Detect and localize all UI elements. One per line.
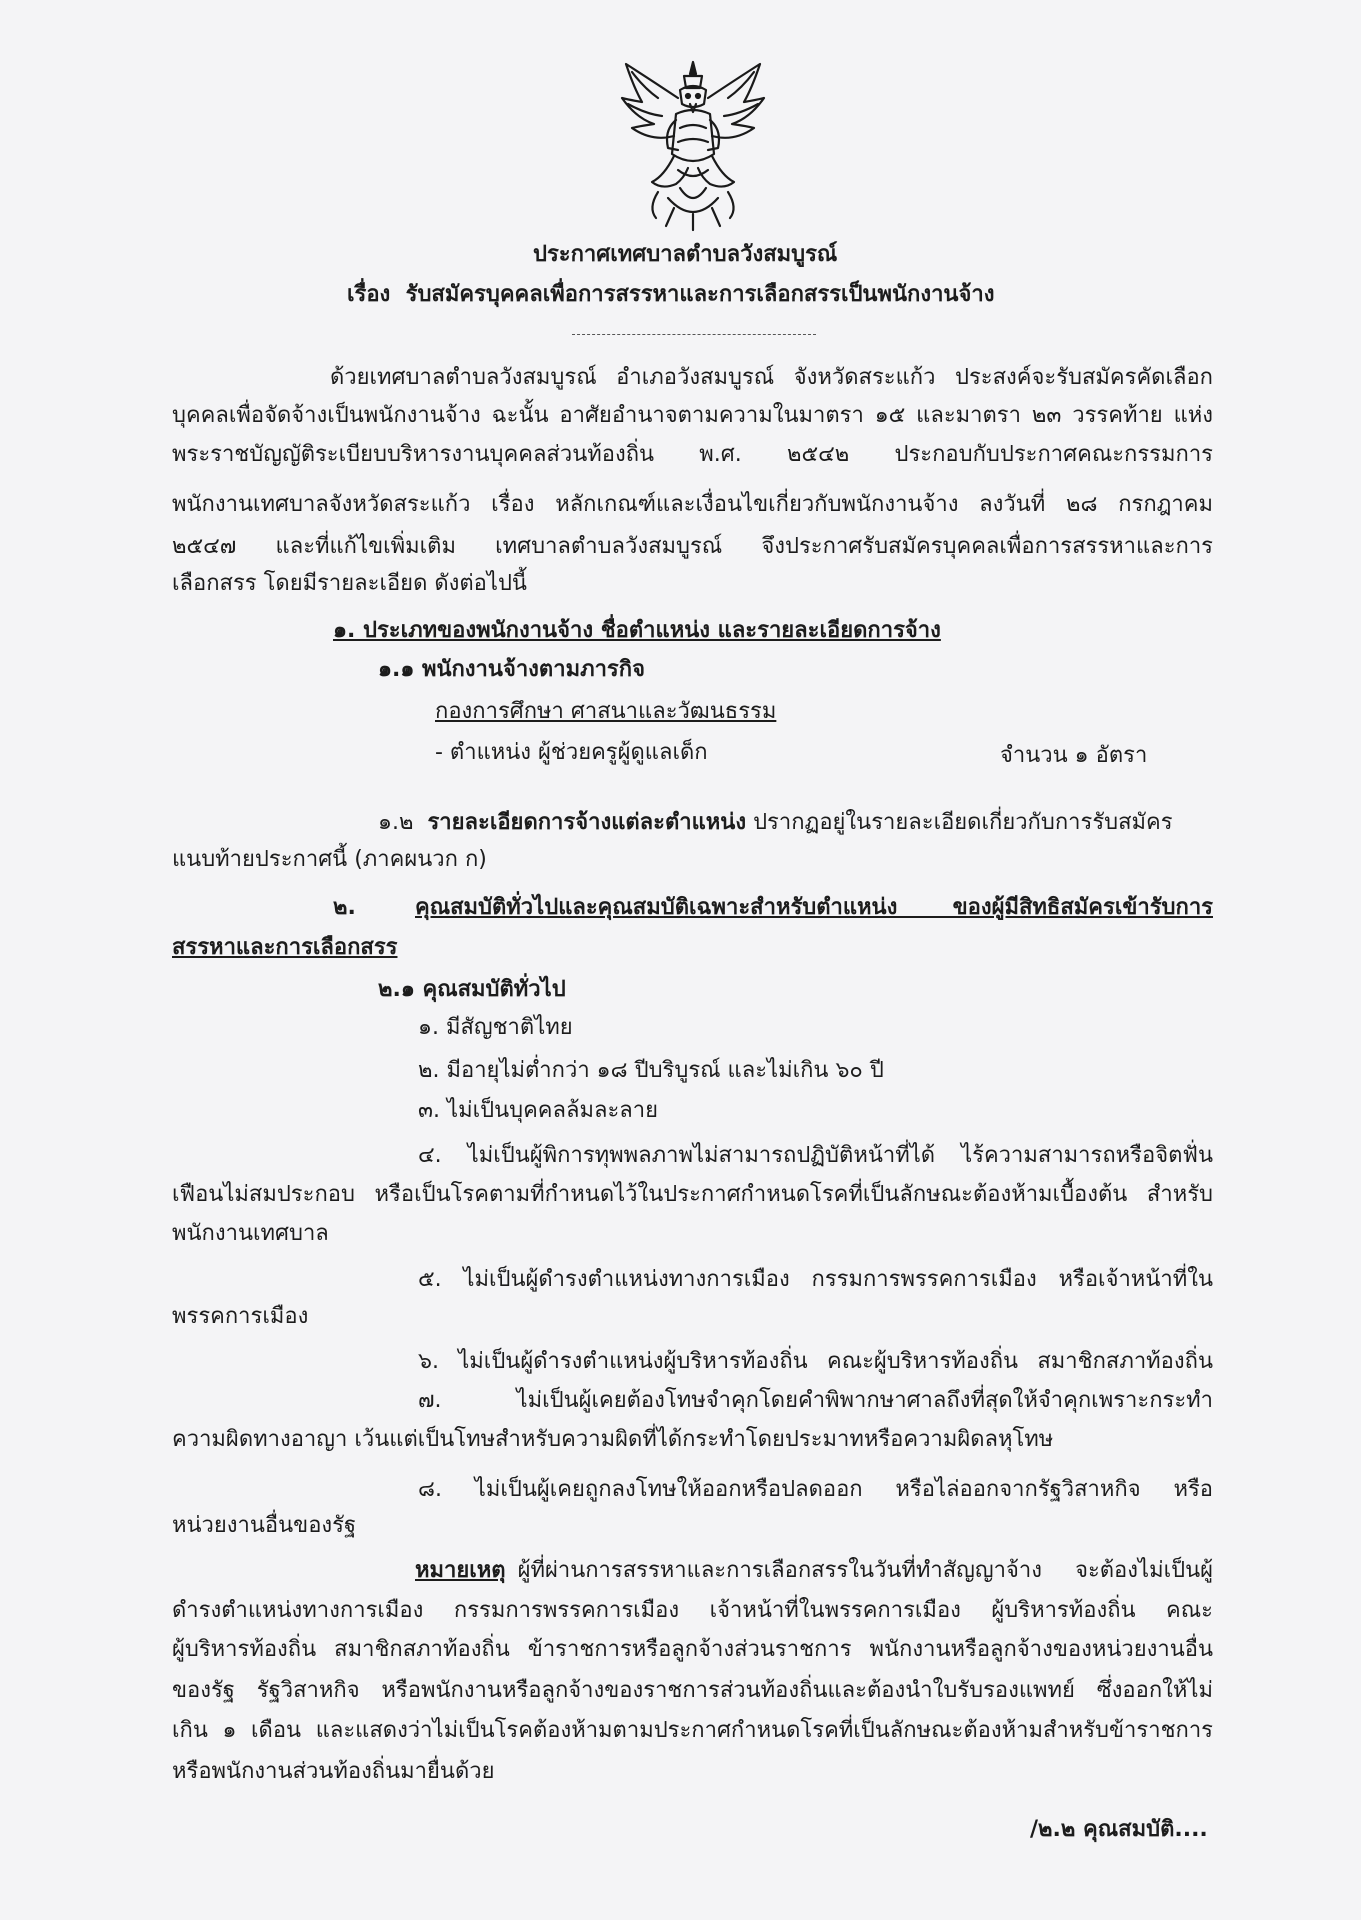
qualification-item-continued: เฟือนไม่สมประกอบ หรือเป็นโรคตามที่กำหนดไว้ในประกาศกำหนดโรคที่เป็นลักษณะต้องห้ามเบื้องต้น สำหรับ: [172, 1182, 1213, 1207]
section-2-heading-continued: สรรหาและการเลือกสรร: [172, 935, 398, 960]
qualification-item: ๘. ไม่เป็นผู้เคยถูกลงโทษให้ออกหรือปลดออก หรือไล่ออกจากรัฐวิสาหกิจ หรือ: [418, 1477, 1213, 1502]
qualification-item-continued: พนักงานเทศบาล: [172, 1221, 329, 1246]
intro-line: บุคคลเพื่อจัดจ้างเป็นพนักงานจ้าง ฉะนั้น อาศัยอำนาจตามความในมาตรา ๑๕ และมาตรา ๒๓ วรรคท้าย แห่ง: [172, 403, 1213, 428]
continuation-marker: /๒.๒ คุณสมบัติ....: [1030, 1817, 1208, 1842]
subject-label: เรื่อง: [347, 282, 391, 307]
qualification-item-continued: พรรคการเมือง: [172, 1304, 309, 1329]
position-count: จำนวน ๑ อัตรา: [1000, 743, 1148, 768]
intro-line: พนักงานเทศบาลจังหวัดสระแก้ว เรื่อง หลักเกณฑ์และเงื่อนไขเกี่ยวกับพนักงานจ้าง ลงวันที่ ๒๘ กรกฎาคม: [172, 492, 1213, 517]
note-line: ของรัฐ รัฐวิสาหกิจ หรือพนักงานหรือลูกจ้างของราชการส่วนท้องถิ่นและต้องนำใบรับรองแพทย์ ซึ่งออกให้ไม่: [172, 1678, 1213, 1703]
intro-line: ๒๕๔๗ และที่แก้ไขเพิ่มเติม เทศบาลตำบลวังสมบูรณ์ จึงประกาศรับสมัครบุคคลเพื่อการสรรหาและการ: [172, 534, 1213, 559]
section-2-number: ๒.: [333, 895, 356, 920]
qualification-item: ๔. ไม่เป็นผู้พิการทุพพลภาพไม่สามารถปฏิบัติหน้าที่ได้ ไร้ความสามารถหรือจิตฟั่น: [418, 1143, 1213, 1168]
section-1-heading: ๑. ประเภทของพนักงานจ้าง ชื่อตำแหน่ง และรายละเอียดการจ้าง: [333, 618, 941, 643]
section-2-heading: คุณสมบัติทั่วไปและคุณสมบัติเฉพาะสำหรับตำแหน่ง ของผู้มีสิทธิสมัครเข้ารับการ: [415, 895, 1213, 920]
garuda-emblem-icon: [618, 58, 768, 234]
note-line: หรือพนักงานส่วนท้องถิ่นมายื่นด้วย: [172, 1759, 495, 1784]
note-first-line: [415, 1556, 1213, 1586]
qualification-item: ๑. มีสัญชาติไทย: [418, 1015, 573, 1040]
section-1-2-title: รายละเอียดการจ้างแต่ละตำแหน่ง: [427, 810, 747, 835]
intro-line: พระราชบัญญัติระเบียบบริหารงานบุคคลส่วนท้องถิ่น พ.ศ. ๒๕๔๒ ประกอบกับประกาศคณะกรรมการ: [172, 442, 1213, 467]
announcement-title: ประกาศเทศบาลตำบลวังสมบูรณ์: [533, 242, 838, 267]
intro-line: ด้วยเทศบาลตำบลวังสมบูรณ์ อำเภอวังสมบูรณ์ จังหวัดสระแก้ว ประสงค์จะรับสมัครคัดเลือก: [330, 365, 1213, 390]
note-label: หมายเหตุ: [415, 1558, 506, 1583]
qualification-item-continued: ความผิดทางอาญา เว้นแต่เป็นโทษสำหรับความผิดที่ได้กระทำโดยประมาทหรือความผิดลหุโทษ: [172, 1427, 1054, 1452]
note-line: ดำรงตำแหน่งทางการเมือง กรรมการพรรคการเมือง เจ้าหน้าที่ในพรรคการเมือง ผู้บริหารท้องถิ่น คณะ: [172, 1598, 1213, 1623]
qualification-item: ๒. มีอายุไม่ต่ำกว่า ๑๘ ปีบริบูรณ์ และไม่เกิน ๖๐ ปี: [418, 1058, 884, 1083]
note-line: เกิน ๑ เดือน และแสดงว่าไม่เป็นโรคต้องห้ามตามประกาศกำหนดโรคที่เป็นลักษณะต้องห้ามสำหรับข้าราชการ: [172, 1718, 1213, 1743]
subject-text: รับสมัครบุคคลเพื่อการสรรหาและการเลือกสรรเป็นพนักงานจ้าง: [405, 282, 995, 307]
section-1-2-text: ปรากฏอยู่ในรายละเอียดเกี่ยวกับการรับสมัคร: [753, 810, 1173, 835]
qualification-item: ๗. ไม่เป็นผู้เคยต้องโทษจำคุกโดยคำพิพากษาศาลถึงที่สุดให้จำคุกเพราะกระทำ: [418, 1388, 1213, 1413]
section-1-1-heading: ๑.๑ พนักงานจ้างตามภารกิจ: [378, 657, 645, 682]
section-1-2-number: ๑.๒: [378, 810, 414, 835]
title-separator: [572, 334, 816, 335]
section-2-1-heading: ๒.๑ คุณสมบัติทั่วไป: [378, 977, 566, 1002]
subject-line: [347, 280, 994, 310]
position-name: - ตำแหน่ง ผู้ช่วยครูผู้ดูแลเด็ก: [435, 740, 708, 765]
note-line: ผู้บริหารท้องถิ่น สมาชิกสภาท้องถิ่น ข้าราชการหรือลูกจ้างส่วนราชการ พนักงานหรือลูกจ้างของหน่วยงานอื่น: [172, 1637, 1213, 1662]
division-name: กองการศึกษา ศาสนาและวัฒนธรรม: [435, 699, 777, 724]
note-text: ผู้ที่ผ่านการสรรหาและการเลือกสรรในวันที่ทำสัญญาจ้าง จะต้องไม่เป็นผู้: [517, 1558, 1213, 1583]
section-1-2-line: [378, 808, 1173, 838]
qualification-item-continued: หน่วยงานอื่นของรัฐ: [172, 1513, 357, 1538]
qualification-item: ๕. ไม่เป็นผู้ดำรงตำแหน่งทางการเมือง กรรมการพรรคการเมือง หรือเจ้าหน้าที่ใน: [418, 1267, 1213, 1292]
qualification-item: ๖. ไม่เป็นผู้ดำรงตำแหน่งผู้บริหารท้องถิ่น คณะผู้บริหารท้องถิ่น สมาชิกสภาท้องถิ่น: [418, 1349, 1213, 1374]
intro-line: เลือกสรร โดยมีรายละเอียด ดังต่อไปนี้: [172, 571, 527, 596]
qualification-item: ๓. ไม่เป็นบุคคลล้มละลาย: [418, 1098, 659, 1123]
section-1-2-continuation: แนบท้ายประกาศนี้ (ภาคผนวก ก): [172, 847, 487, 872]
